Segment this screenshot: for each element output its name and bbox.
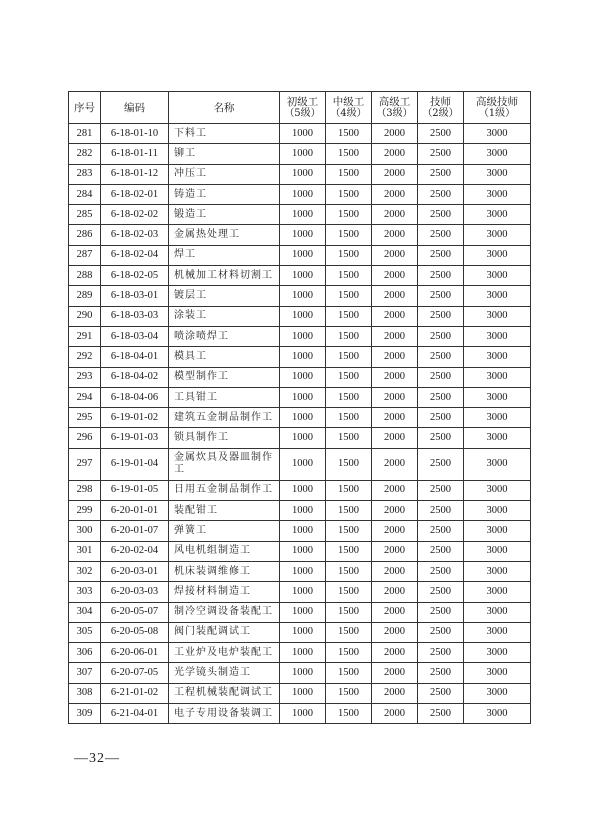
header-level4-sub: （4级） [330,107,367,119]
cell-level2: 2500 [418,387,464,407]
cell-level1: 3000 [464,205,531,225]
cell-level4: 1500 [326,266,372,286]
cell-name: 焊接材料制造工 [169,582,280,602]
table-row [69,408,531,428]
cell-level5: 1000 [280,448,326,480]
cell-level4: 1500 [326,205,372,225]
cell-code: 6-20-01-07 [101,521,169,541]
header-level2 [418,92,464,124]
cell-level3: 2000 [372,124,418,144]
table-row [69,622,531,642]
cell-code: 6-20-06-01 [101,643,169,663]
header-level3-sub: （3级） [376,107,413,119]
table-row [69,683,531,703]
page-number: —32— [74,751,120,766]
cell-level1: 3000 [464,225,531,245]
cell-level2: 2500 [418,184,464,204]
cell-level2: 2500 [418,428,464,448]
cell-level1: 3000 [464,347,531,367]
cell-level3: 2000 [372,561,418,581]
cell-seq: 298 [69,480,101,500]
cell-level3: 2000 [372,622,418,642]
cell-level1: 3000 [464,245,531,265]
cell-level5: 1000 [280,683,326,703]
cell-level1: 3000 [464,164,531,184]
cell-level5: 1000 [280,266,326,286]
subsidy-standard-table [68,91,531,724]
cell-level4: 1500 [326,428,372,448]
table-row [69,225,531,245]
cell-level4: 1500 [326,347,372,367]
cell-level4: 1500 [326,286,372,306]
table-header-row [69,92,531,124]
table-row [69,501,531,521]
cell-level3: 2000 [372,306,418,326]
cell-name: 下料工 [169,124,280,144]
cell-level3: 2000 [372,225,418,245]
cell-level1: 3000 [464,408,531,428]
cell-name: 铸造工 [169,184,280,204]
cell-level1: 3000 [464,428,531,448]
cell-code: 6-18-04-01 [101,347,169,367]
cell-code: 6-20-05-08 [101,622,169,642]
cell-level3: 2000 [372,164,418,184]
cell-seq: 294 [69,387,101,407]
cell-name: 锁具制作工 [169,428,280,448]
header-level2-title: 技师 [430,95,451,108]
cell-level3: 2000 [372,480,418,500]
cell-level1: 3000 [464,561,531,581]
cell-code: 6-18-02-04 [101,245,169,265]
cell-name: 镀层工 [169,286,280,306]
cell-level3: 2000 [372,663,418,683]
cell-seq: 284 [69,184,101,204]
table-row [69,124,531,144]
cell-name: 机床装调维修工 [169,561,280,581]
cell-name: 制冷空调设备装配工 [169,602,280,622]
cell-level2: 2500 [418,663,464,683]
cell-level5: 1000 [280,205,326,225]
cell-code: 6-20-03-01 [101,561,169,581]
cell-level5: 1000 [280,387,326,407]
cell-name: 焊工 [169,245,280,265]
cell-code: 6-19-01-02 [101,408,169,428]
cell-level5: 1000 [280,164,326,184]
header-level4 [326,92,372,124]
cell-level4: 1500 [326,245,372,265]
cell-seq: 303 [69,582,101,602]
cell-seq: 308 [69,683,101,703]
cell-name: 日用五金制品制作工 [169,480,280,500]
cell-level2: 2500 [418,144,464,164]
cell-level1: 3000 [464,521,531,541]
cell-level5: 1000 [280,367,326,387]
cell-name: 冲压工 [169,164,280,184]
header-level5-title: 初级工 [286,95,319,108]
cell-level2: 2500 [418,164,464,184]
cell-level5: 1000 [280,408,326,428]
cell-level4: 1500 [326,184,372,204]
cell-level1: 3000 [464,501,531,521]
cell-level1: 3000 [464,602,531,622]
cell-level2: 2500 [418,245,464,265]
cell-level2: 2500 [418,683,464,703]
cell-code: 6-21-04-01 [101,704,169,724]
cell-level2: 2500 [418,622,464,642]
cell-level2: 2500 [418,205,464,225]
table-row [69,306,531,326]
cell-code: 6-21-01-02 [101,683,169,703]
cell-level2: 2500 [418,582,464,602]
cell-level5: 1000 [280,561,326,581]
cell-seq: 286 [69,225,101,245]
cell-level2: 2500 [418,643,464,663]
cell-seq: 296 [69,428,101,448]
cell-seq: 307 [69,663,101,683]
cell-level2: 2500 [418,541,464,561]
cell-name: 风电机组制造工 [169,541,280,561]
cell-level4: 1500 [326,326,372,346]
cell-level2: 2500 [418,286,464,306]
header-level2-sub: （2级） [422,107,459,119]
table-row [69,205,531,225]
table-row [69,663,531,683]
cell-seq: 297 [69,448,101,480]
cell-code: 6-19-01-05 [101,480,169,500]
cell-seq: 309 [69,704,101,724]
cell-level5: 1000 [280,225,326,245]
cell-level5: 1000 [280,326,326,346]
cell-level4: 1500 [326,164,372,184]
table-row [69,367,531,387]
cell-level1: 3000 [464,144,531,164]
header-level5 [280,92,326,124]
cell-level4: 1500 [326,225,372,245]
cell-name: 光学镜头制造工 [169,663,280,683]
cell-level4: 1500 [326,367,372,387]
cell-code: 6-18-02-03 [101,225,169,245]
cell-name: 金属炊具及器皿制作工 [169,448,280,480]
cell-code: 6-18-04-02 [101,367,169,387]
cell-code: 6-20-07-05 [101,663,169,683]
cell-seq: 290 [69,306,101,326]
header-level1 [464,92,531,124]
cell-level2: 2500 [418,408,464,428]
cell-level4: 1500 [326,480,372,500]
cell-seq: 287 [69,245,101,265]
cell-level4: 1500 [326,704,372,724]
cell-level3: 2000 [372,602,418,622]
cell-level5: 1000 [280,347,326,367]
cell-code: 6-19-01-03 [101,428,169,448]
cell-seq: 285 [69,205,101,225]
cell-seq: 283 [69,164,101,184]
cell-level4: 1500 [326,501,372,521]
cell-level5: 1000 [280,602,326,622]
cell-level5: 1000 [280,541,326,561]
cell-seq: 282 [69,144,101,164]
cell-level1: 3000 [464,184,531,204]
cell-seq: 299 [69,501,101,521]
cell-code: 6-18-03-03 [101,306,169,326]
cell-code: 6-18-01-11 [101,144,169,164]
cell-level5: 1000 [280,184,326,204]
cell-level4: 1500 [326,582,372,602]
table-row [69,184,531,204]
cell-level3: 2000 [372,326,418,346]
cell-level4: 1500 [326,683,372,703]
cell-code: 6-19-01-04 [101,448,169,480]
cell-code: 6-20-01-01 [101,501,169,521]
cell-seq: 288 [69,266,101,286]
table-row [69,326,531,346]
cell-level5: 1000 [280,245,326,265]
table-row [69,521,531,541]
cell-level2: 2500 [418,367,464,387]
cell-level4: 1500 [326,408,372,428]
cell-seq: 302 [69,561,101,581]
cell-level3: 2000 [372,367,418,387]
cell-name: 工业炉及电炉装配工 [169,643,280,663]
cell-level3: 2000 [372,501,418,521]
cell-level3: 2000 [372,387,418,407]
table-row [69,266,531,286]
cell-name: 模型制作工 [169,367,280,387]
header-level4-title: 中级工 [332,95,365,108]
cell-level1: 3000 [464,643,531,663]
table-row [69,347,531,367]
table-row [69,428,531,448]
cell-code: 6-20-05-07 [101,602,169,622]
cell-level5: 1000 [280,144,326,164]
table-row [69,387,531,407]
cell-name: 铆工 [169,144,280,164]
cell-name: 阀门装配调试工 [169,622,280,642]
table-row [69,602,531,622]
cell-name: 机械加工材料切割工 [169,266,280,286]
table-body [69,124,531,724]
table-row [69,561,531,581]
table-row [69,164,531,184]
cell-level1: 3000 [464,480,531,500]
table-row [69,144,531,164]
cell-level3: 2000 [372,643,418,663]
cell-level2: 2500 [418,501,464,521]
table-row [69,582,531,602]
cell-seq: 301 [69,541,101,561]
cell-level4: 1500 [326,124,372,144]
cell-level5: 1000 [280,663,326,683]
cell-level3: 2000 [372,448,418,480]
table-row [69,245,531,265]
cell-level4: 1500 [326,602,372,622]
cell-level4: 1500 [326,306,372,326]
cell-code: 6-18-02-02 [101,205,169,225]
cell-level3: 2000 [372,286,418,306]
header-level3 [372,92,418,124]
cell-name: 建筑五金制品制作工 [169,408,280,428]
cell-level3: 2000 [372,184,418,204]
cell-name: 锻造工 [169,205,280,225]
cell-level3: 2000 [372,266,418,286]
cell-level5: 1000 [280,306,326,326]
header-level1-title: 高级技师 [476,95,518,108]
cell-code: 6-20-03-03 [101,582,169,602]
cell-level2: 2500 [418,225,464,245]
cell-level5: 1000 [280,521,326,541]
cell-level5: 1000 [280,582,326,602]
cell-level2: 2500 [418,347,464,367]
cell-code: 6-18-04-06 [101,387,169,407]
table-row [69,480,531,500]
cell-seq: 291 [69,326,101,346]
cell-level3: 2000 [372,245,418,265]
cell-level4: 1500 [326,663,372,683]
header-name: 名称 [169,92,280,124]
cell-level4: 1500 [326,643,372,663]
cell-level4: 1500 [326,448,372,480]
cell-level2: 2500 [418,306,464,326]
cell-seq: 305 [69,622,101,642]
cell-name: 工程机械装配调试工 [169,683,280,703]
cell-level4: 1500 [326,387,372,407]
cell-name: 涂装工 [169,306,280,326]
cell-level3: 2000 [372,408,418,428]
header-level3-title: 高级工 [378,95,411,108]
cell-name: 喷涂喷焊工 [169,326,280,346]
cell-level3: 2000 [372,144,418,164]
cell-level5: 1000 [280,643,326,663]
table-row [69,643,531,663]
cell-level5: 1000 [280,480,326,500]
header-seq: 序号 [69,92,101,124]
cell-level2: 2500 [418,602,464,622]
cell-level5: 1000 [280,622,326,642]
table-row [69,448,531,480]
cell-level2: 2500 [418,561,464,581]
cell-level3: 2000 [372,704,418,724]
cell-code: 6-18-01-12 [101,164,169,184]
cell-seq: 281 [69,124,101,144]
cell-seq: 306 [69,643,101,663]
cell-code: 6-18-02-05 [101,266,169,286]
cell-level4: 1500 [326,144,372,164]
cell-level4: 1500 [326,561,372,581]
cell-level1: 3000 [464,387,531,407]
cell-name: 金属热处理工 [169,225,280,245]
cell-level4: 1500 [326,622,372,642]
cell-level3: 2000 [372,683,418,703]
cell-level2: 2500 [418,704,464,724]
cell-level1: 3000 [464,622,531,642]
cell-code: 6-18-01-10 [101,124,169,144]
cell-seq: 292 [69,347,101,367]
cell-seq: 300 [69,521,101,541]
cell-name: 电子专用设备装调工 [169,704,280,724]
cell-level1: 3000 [464,704,531,724]
cell-seq: 293 [69,367,101,387]
cell-level5: 1000 [280,124,326,144]
cell-level5: 1000 [280,428,326,448]
cell-seq: 289 [69,286,101,306]
cell-level2: 2500 [418,326,464,346]
table-row [69,704,531,724]
cell-level3: 2000 [372,205,418,225]
cell-level3: 2000 [372,541,418,561]
table-row [69,541,531,561]
cell-level3: 2000 [372,521,418,541]
cell-level2: 2500 [418,124,464,144]
cell-level5: 1000 [280,704,326,724]
cell-name: 装配钳工 [169,501,280,521]
cell-level1: 3000 [464,448,531,480]
cell-level1: 3000 [464,306,531,326]
cell-level2: 2500 [418,521,464,541]
cell-level3: 2000 [372,582,418,602]
cell-level3: 2000 [372,428,418,448]
cell-seq: 295 [69,408,101,428]
cell-code: 6-18-03-04 [101,326,169,346]
cell-level1: 3000 [464,683,531,703]
cell-level1: 3000 [464,663,531,683]
header-level1-sub: （1级） [478,107,516,119]
cell-level1: 3000 [464,541,531,561]
cell-level1: 3000 [464,286,531,306]
cell-code: 6-20-02-04 [101,541,169,561]
cell-level2: 2500 [418,448,464,480]
cell-code: 6-18-03-01 [101,286,169,306]
cell-seq: 304 [69,602,101,622]
cell-level2: 2500 [418,266,464,286]
cell-level1: 3000 [464,367,531,387]
cell-level1: 3000 [464,124,531,144]
cell-level1: 3000 [464,266,531,286]
cell-level5: 1000 [280,501,326,521]
table-row [69,286,531,306]
cell-level1: 3000 [464,326,531,346]
cell-level4: 1500 [326,521,372,541]
cell-level2: 2500 [418,480,464,500]
cell-level3: 2000 [372,347,418,367]
cell-code: 6-18-02-01 [101,184,169,204]
cell-name: 工具钳工 [169,387,280,407]
header-code: 编码 [101,92,169,124]
cell-name: 模具工 [169,347,280,367]
cell-level4: 1500 [326,541,372,561]
header-level5-sub: （5级） [284,107,321,119]
cell-level1: 3000 [464,582,531,602]
cell-name: 弹簧工 [169,521,280,541]
cell-level5: 1000 [280,286,326,306]
